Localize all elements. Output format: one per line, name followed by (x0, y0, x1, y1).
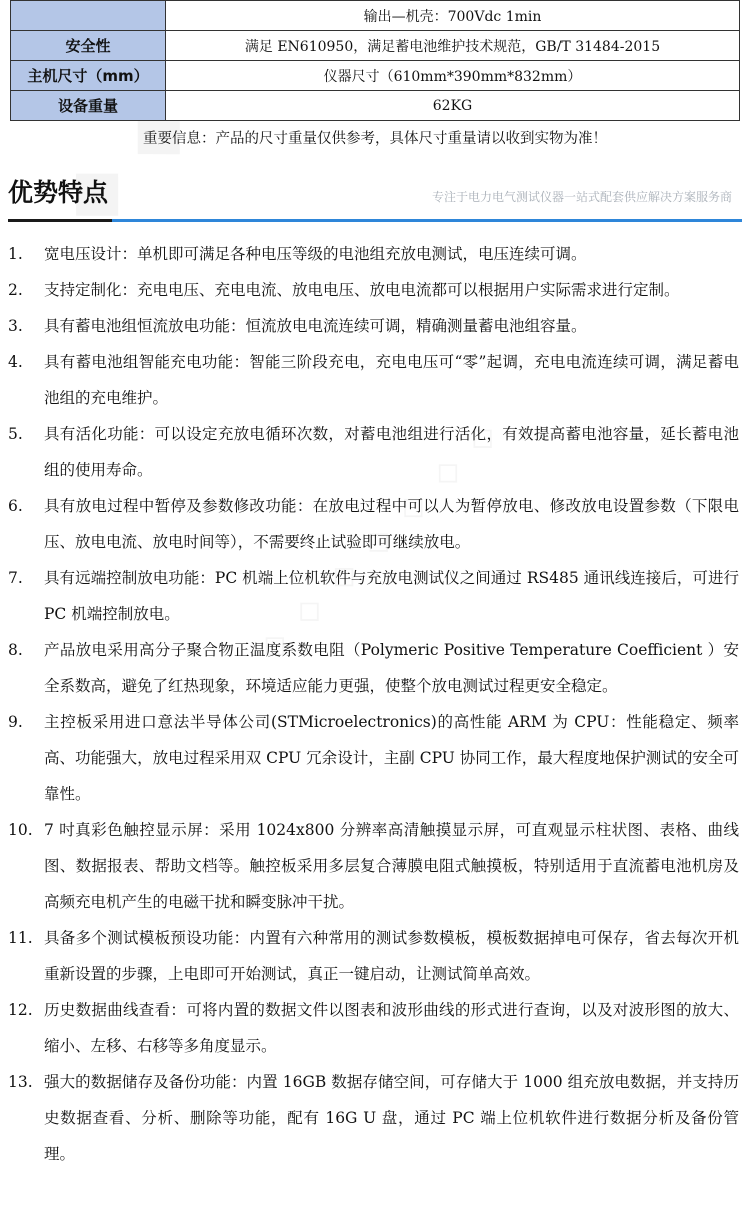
list-item (0, 992, 750, 1064)
list-item (0, 308, 750, 344)
feature-text: 具有蓄电池组恒流放电功能：恒流放电电流连续可调，精确测量蓄电池组容量。 (44, 317, 587, 335)
feature-text: 宽电压设计：单机即可满足各种电压等级的电池组充放电测试，电压连续可调。 (44, 245, 587, 263)
spec-value: 满足 EN610950，满足蓄电池维护技术规范，GB/T 31484-2015 (166, 31, 740, 61)
feature-text: 主控板采用进口意法半导体公司(STMicroelectronics)的高性能 ARM 为 CPU：性能稳定、频率高、功能强大，放电过程采用双 CPU 冗余设计，主副 CPU 协同工作，最大程度地保护测试的安全可靠性。 (44, 713, 739, 803)
feature-number: 2. (8, 281, 23, 299)
list-item (0, 416, 750, 488)
feature-text: 具有放电过程中暂停及参数修改功能：在放电过程中可以人为暂停放电、修改放电设置参数（下限电压、放电电流、放电时间等），不需要终止试验即可继续放电。 (44, 497, 739, 551)
feature-number: 8. (8, 641, 23, 659)
spec-value: 输出—机壳：700Vdc 1min (166, 1, 740, 31)
feature-number: 12. (8, 1001, 33, 1019)
feature-number: 6. (8, 497, 23, 515)
list-item (0, 920, 750, 992)
list-item (0, 272, 750, 308)
feature-text: 具有活化功能：可以设定充放电循环次数，对蓄电池组进行活化，有效提高蓄电池容量，延长蓄电池组的使用寿命。 (44, 425, 739, 479)
table-row (11, 61, 740, 91)
feature-text: 历史数据曲线查看：可将内置的数据文件以图表和波形曲线的形式进行查询，以及对波形图的放大、缩小、左移、右移等多角度显示。 (44, 1001, 739, 1055)
table-row (11, 31, 740, 61)
feature-text: 具有蓄电池组智能充电功能：智能三阶段充电，充电电压可“零”起调，充电电流连续可调，满足蓄电池组的充电维护。 (44, 353, 739, 407)
feature-text: 产品放电采用高分子聚合物正温度系数电阻（Polymeric Positive Temperature Coefficient ）安全系数高，避免了红热现象，环境适应能力更强，使整个放电测试过程更安全稳定。 (44, 641, 739, 695)
feature-number: 11. (8, 929, 33, 947)
table-row (11, 1, 740, 31)
feature-text: 7 吋真彩色触控显示屏：采用 1024x800 分辨率高清触摸显示屏，可直观显示柱状图、表格、曲线图、数据报表、帮助文档等。触控板采用多层复合薄膜电阻式触摸板，特别适用于直流蓄电池机房及高频充电机产生的电磁干扰和瞬变脉冲干扰。 (44, 821, 739, 911)
section-title: 优势特点 (8, 178, 109, 207)
feature-text: 强大的数据储存及备份功能：内置 16GB 数据存储空间，可存储大于 1000 组充放电数据，并支持历史数据查看、分析、删除等功能，配有 16G U 盘，通过 PC 端上位机软件进行数据分析及备份管理。 (44, 1073, 739, 1163)
section-slogan: 专注于电力电气测试仪器一站式配套供应解决方案服务商 (431, 190, 732, 204)
list-item (0, 488, 750, 560)
feature-text: 支持定制化：充电电压、充电电流、放电电压、放电电流都可以根据用户实际需求进行定制。 (44, 281, 680, 299)
list-item (0, 632, 750, 704)
section-divider-dark (8, 219, 112, 222)
list-item (0, 704, 750, 812)
list-item (0, 1064, 750, 1172)
feature-number: 1. (8, 245, 23, 263)
feature-text: 具有远端控制放电功能：PC 机端上位机软件与充放电测试仪之间通过 RS485 通讯线连接后，可进行 PC 机端控制放电。 (44, 569, 739, 623)
feature-number: 4. (8, 353, 23, 371)
feature-number: 9. (8, 713, 23, 731)
feature-number: 3. (8, 317, 23, 335)
feature-number: 10. (8, 821, 33, 839)
list-item (0, 560, 750, 632)
spec-label: 安全性 (11, 31, 166, 61)
table-row (11, 91, 740, 121)
feature-number: 5. (8, 425, 23, 443)
feature-number: 13. (8, 1073, 33, 1091)
spec-label: 主机尺寸（mm） (11, 61, 166, 91)
spec-table (10, 0, 740, 121)
list-item (0, 344, 750, 416)
feature-list (0, 236, 750, 1172)
spec-value: 仪器尺寸（610mm*390mm*832mm） (166, 61, 740, 91)
feature-number: 7. (8, 569, 23, 587)
spec-value: 62KG (166, 91, 740, 121)
list-item (0, 812, 750, 920)
feature-text: 具备多个测试模板预设功能：内置有六种常用的测试参数模板，模板数据掉电可保存，省去每次开机重新设置的步骤，上电即可开始测试，真正一键启动，让测试简单高效。 (44, 929, 739, 983)
spec-label: 设备重量 (11, 91, 166, 121)
list-item (0, 236, 750, 272)
important-note: 重要信息：产品的尺寸重量仅供参考，具体尺寸重量请以收到实物为准！ (143, 131, 607, 147)
section-divider-blue (112, 219, 742, 222)
spec-label (11, 1, 166, 31)
